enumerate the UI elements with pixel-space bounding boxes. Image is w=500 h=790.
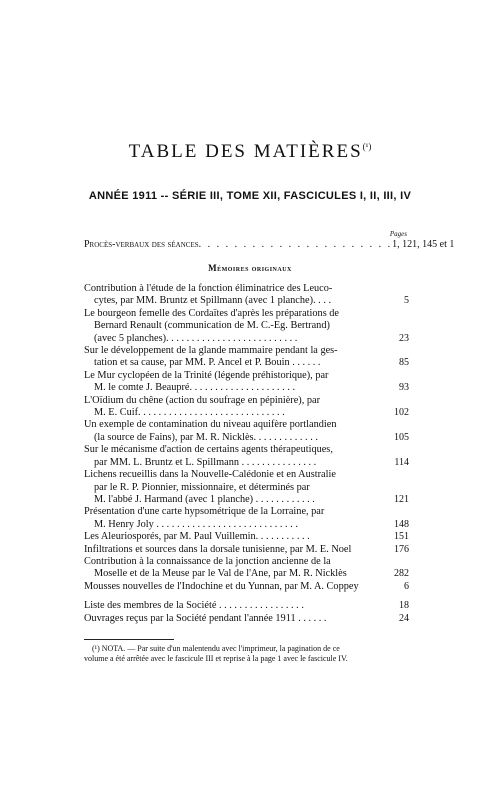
- toc-entry: [84, 613, 409, 625]
- toc-entry: [84, 581, 409, 593]
- title-footnote-mark: (¹): [362, 141, 372, 152]
- toc-entry-page: 102: [394, 407, 409, 419]
- toc-entry: [84, 544, 409, 556]
- section-heading-memoires: Mémoires originaux: [208, 263, 292, 273]
- toc-entry-line: Sur le développement de la glande mammaire pendant la ges-: [84, 345, 338, 357]
- footnote-rule: [84, 639, 174, 640]
- toc-entry-line: (la source de Fains), par M. R. Nicklès. . . . . . . . . . . . .: [94, 431, 318, 443]
- toc-entry-line: Sur le mécanisme d'action de certains agents thérapeutiques,: [84, 444, 333, 456]
- volume-subtitle: ANNÉE 1911 -- SÉRIE III, TOME XII, FASCICULES I, II, III, IV: [88, 190, 412, 202]
- toc-entry-page: 282: [394, 568, 409, 580]
- toc-entry-page: 18: [399, 600, 409, 612]
- toc-entry: [84, 370, 409, 395]
- footnote-line: (¹) NOTA. — Par suite d'un malentendu avec l'imprimeur, la pagination de ce: [92, 644, 340, 653]
- title-text: TABLE DES MATIÈRES: [128, 140, 363, 162]
- toc-entry-line: Infiltrations et sources dans la dorsale tunisienne, par M. E. Noel: [84, 543, 352, 555]
- toc-entry-page: 93: [399, 382, 409, 394]
- toc-entry-page: 5: [404, 295, 409, 307]
- toc-entry: [84, 395, 409, 420]
- toc-entry-line: Liste des membres de la Société . . . . . . . . . . . . . . . . .: [84, 600, 304, 612]
- toc-entry: [84, 556, 409, 581]
- toc-entry-page: 24: [399, 612, 409, 624]
- toc-spacer: [84, 593, 409, 600]
- toc-entry: [84, 419, 409, 444]
- toc-entry-page: 176: [394, 543, 409, 555]
- toc-entry: [84, 444, 409, 469]
- pages-column-header: Pages: [389, 230, 407, 238]
- toc-entry-line: Les Aleuriosporés, par M. Paul Vuillemin. . . . . . . . . . .: [84, 531, 310, 543]
- proces-verbaux-pages: 1, 121, 145 et 1: [392, 239, 455, 250]
- toc-entry-page: 6: [404, 580, 409, 592]
- toc-entry-line: Présentation d'une carte hypsométrique de la Lorraine, par: [84, 506, 325, 518]
- toc-entry-line: tation et sa cause, par MM. P. Ancel et P. Bouin . . . . . .: [94, 357, 321, 369]
- toc-entry-line: M. Henry Joly . . . . . . . . . . . . . . . . . . . . . . . . . . . .: [94, 518, 298, 530]
- toc-entry-page: 121: [394, 493, 409, 505]
- toc-entry-line: Moselle et de la Meuse par le Val de l'Ane, par M. R. Nicklès: [94, 568, 347, 580]
- toc-entry-line: Bernard Renault (communication de M. C.-Eg. Bertrand): [94, 320, 330, 332]
- toc-entry-page: 148: [394, 518, 409, 530]
- toc-entry: [84, 345, 409, 370]
- toc-entry-page: 151: [394, 531, 409, 543]
- toc-entry-line: Mousses nouvelles de l'Indochine et du Yunnan, par M. A. Coppey: [84, 580, 359, 592]
- leader-dots: . . . . . . . . . . . . . . . . . . . . . .: [198, 239, 393, 250]
- page-title: [0, 141, 500, 163]
- toc-entry-line: Lichens recueillis dans la Nouvelle-Calédonie et en Australie: [84, 469, 336, 481]
- toc-entry-page: 105: [394, 431, 409, 443]
- toc-entry: [84, 531, 409, 543]
- toc-entry-line: M. le comte J. Beaupré. . . . . . . . . . . . . . . . . . . . .: [94, 382, 296, 394]
- toc-entry-line: Ouvrages reçus par la Société pendant l'année 1911 . . . . . .: [84, 612, 327, 624]
- toc-entry: [84, 308, 409, 345]
- toc-entry-line: Un exemple de contamination du niveau aquifère portlandien: [84, 419, 337, 431]
- toc-entry-line: par le R. P. Pionnier, missionnaire, et déterminés par: [94, 481, 310, 493]
- toc-entry-line: M. l'abbé J. Harmand (avec 1 planche) . . . . . . . . . . . .: [94, 493, 315, 505]
- toc-entry-line: cytes, par MM. Bruntz et Spillmann (avec 1 planche). . . .: [94, 295, 332, 307]
- proces-verbaux-label: Procès-verbaux des séances: [84, 239, 199, 250]
- toc-entry-line: (avec 5 planches). . . . . . . . . . . . . . . . . . . . . . . . . .: [94, 332, 298, 344]
- toc-entry: [84, 283, 409, 308]
- toc-entry-line: L'Oïdium du chêne (action du soufrage en pépinière), par: [84, 394, 321, 406]
- toc-entry: [84, 600, 409, 612]
- toc-entry-line: Contribution à l'étude de la fonction éliminatrice des Leuco-: [84, 283, 333, 294]
- toc-entry-line: Le Mur cyclopéen de la Trinité (légende préhistorique), par: [84, 369, 329, 381]
- toc-entry-line: par MM. L. Bruntz et L. Spillmann . . . . . . . . . . . . . . .: [94, 456, 317, 468]
- footnote-line: volume a été arrêtée avec le fascicule III et reprise à la page 1 avec le fascicule IV.: [84, 654, 348, 663]
- toc-entry: [84, 506, 409, 531]
- toc-entry-line: Le bourgeon femelle des Cordaïtes d'après les préparations de: [84, 307, 339, 319]
- toc-entry: [84, 469, 409, 506]
- footnote: [84, 644, 409, 664]
- toc-entry-line: M. E. Cuif. . . . . . . . . . . . . . . . . . . . . . . . . . . . .: [94, 407, 285, 419]
- toc-entry-page: 23: [399, 332, 409, 344]
- toc-entry-page: 114: [394, 456, 409, 468]
- proces-verbaux-entry: [84, 239, 455, 250]
- toc-entry-line: Contribution à la connaissance de la jonction ancienne de la: [84, 555, 331, 567]
- toc-list: [84, 283, 409, 625]
- toc-entry-page: 85: [399, 357, 409, 369]
